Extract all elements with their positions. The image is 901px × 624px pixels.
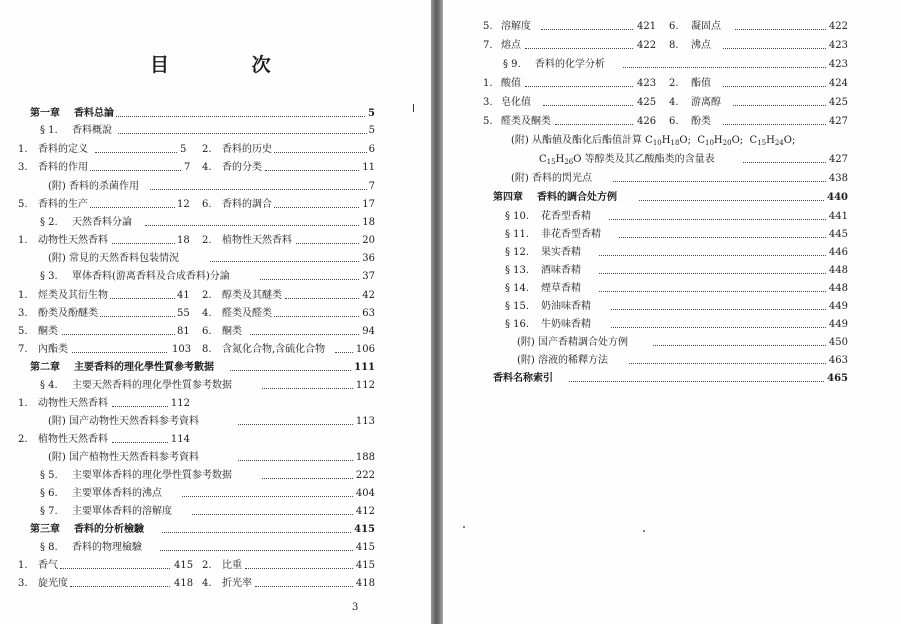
leader-dots [335, 343, 355, 353]
toc-label: 煙草香精 [541, 283, 581, 294]
leader-dots [609, 210, 846, 220]
toc-page: 421 [637, 21, 657, 32]
leader-dots [95, 143, 181, 153]
leader-dots [270, 143, 373, 153]
leader-dots [90, 198, 175, 208]
toc-label: 动物性天然香料 [38, 235, 108, 246]
toc-label: 游离醇 [691, 97, 721, 108]
toc-row [443, 336, 848, 350]
toc-number: 1. [18, 144, 28, 155]
page-number: 3 [352, 602, 359, 613]
toc-number: § 14. [505, 283, 530, 294]
toc-label: 主要天然香料的理化學性質参考数据 [72, 380, 232, 391]
toc-row-two-column [0, 325, 375, 339]
leader-dots [160, 541, 373, 551]
toc-number: 7. [18, 344, 28, 355]
leader-dots [72, 343, 167, 353]
toc-page: 426 [637, 116, 657, 127]
leader-dots [272, 307, 373, 317]
toc-number: 6. [202, 199, 212, 210]
toc-label: (附) 常見的天然香料包装情況 [48, 253, 179, 264]
toc-label: 香料的物理檢驗 [72, 542, 142, 553]
leader-dots [599, 264, 846, 274]
toc-page: 415 [355, 560, 375, 571]
toc-row-two-column [443, 96, 848, 110]
toc-label: 酮类 [38, 326, 58, 337]
toc-row-two-column [443, 39, 848, 53]
leader-dots [150, 180, 373, 190]
toc-number: 8. [669, 40, 679, 51]
toc-row [443, 264, 848, 278]
toc-number: § 13. [505, 265, 530, 276]
toc-row [0, 433, 200, 447]
toc-label: 香料的历史 [222, 144, 272, 155]
toc-label: (附) 国产香精調合处方例 [517, 337, 628, 348]
toc-row [0, 107, 375, 121]
toc-page: 41 [177, 290, 190, 301]
leader-dots [525, 39, 633, 49]
toc-page: 449 [828, 319, 848, 330]
toc-label: (附) 香料的閃光点 [511, 173, 592, 184]
toc-label: 果实香精 [541, 247, 581, 258]
toc-page: 446 [828, 247, 848, 258]
toc-page: 445 [828, 229, 848, 240]
toc-row [0, 451, 375, 465]
toc-number: § 7. [40, 506, 58, 517]
leader-dots [145, 216, 373, 226]
toc-label: 香料的調合处方例 [537, 192, 617, 203]
leader-dots [541, 20, 633, 30]
leader-dots [118, 124, 373, 134]
leader-dots [653, 336, 846, 346]
toc-page: 448 [828, 283, 848, 294]
toc-page: 112 [170, 398, 190, 409]
toc-number: 3. [18, 578, 28, 589]
toc-label: 熔点 [501, 40, 521, 51]
leader-dots [525, 77, 633, 87]
toc-label: 非花香型香精 [541, 229, 601, 240]
toc-number: 3. [18, 308, 28, 319]
leader-dots [100, 307, 175, 317]
toc-number: § 4. [40, 380, 58, 391]
toc-page: 415 [354, 524, 375, 535]
toc-page: 5 [368, 108, 375, 119]
toc-number: 第四章 [493, 192, 523, 203]
toc-number: 第二章 [30, 362, 60, 373]
toc-number: § 8. [40, 542, 58, 553]
toc-page: 20 [362, 235, 375, 246]
toc-page: 18 [362, 217, 375, 228]
toc-number: § 10. [505, 211, 530, 222]
toc-page: 7 [184, 162, 191, 173]
toc-page: 222 [355, 470, 375, 481]
leader-dots [265, 161, 373, 171]
toc-number: 7. [483, 40, 493, 51]
toc-number: 5. [18, 199, 28, 210]
leader-dots [555, 115, 633, 125]
toc-number: 1. [18, 290, 28, 301]
toc-label: 含氮化合物,含硫化合物 [222, 344, 326, 355]
toc-label: 香料的作用 [38, 162, 88, 173]
leader-dots [92, 107, 373, 117]
toc-page: 418 [355, 578, 375, 589]
toc-number: 6. [202, 326, 212, 337]
toc-label: 酒味香精 [541, 265, 581, 276]
leader-dots [543, 96, 633, 106]
leader-dots [611, 318, 846, 328]
toc-row-two-column [443, 20, 848, 34]
toc-page: 36 [362, 253, 375, 264]
toc-page: 106 [355, 344, 375, 355]
toc-page: 12 [177, 199, 190, 210]
leader-dots [162, 523, 373, 533]
toc-row [0, 415, 375, 429]
toc-row-two-column [443, 115, 848, 129]
toc-page: 113 [355, 416, 375, 427]
leader-dots [272, 198, 373, 208]
toc-page: 422 [637, 40, 657, 51]
toc-label: 香料的化学分析 [535, 59, 605, 70]
toc-number: § 6. [40, 488, 58, 499]
toc-label: $C_{15}H_{26}O$ 等醇类及其乙酸酯类的含量表 [539, 153, 717, 169]
toc-page: 427 [828, 116, 848, 127]
toc-page: 415 [355, 542, 375, 553]
toc-label: 凝固点 [691, 21, 721, 32]
toc-row [0, 523, 375, 537]
toc-label: 香料的分析檢驗 [74, 524, 144, 535]
toc-row-two-column [0, 343, 375, 357]
toc-label: 香的分类 [222, 162, 262, 173]
toc-number: 第一章 [30, 108, 60, 119]
toc-number: § 9. [503, 59, 521, 70]
leader-dots [599, 282, 846, 292]
toc-page: 103 [172, 344, 192, 355]
toc-row-two-column [0, 559, 375, 573]
toc-label: (附) 溶液的稀釋方法 [517, 355, 608, 366]
toc-number: § 2. [40, 217, 58, 228]
toc-page: 450 [828, 337, 848, 348]
toc-number: 8. [202, 344, 212, 355]
toc-page: 111 [354, 362, 375, 373]
toc-page: 112 [355, 380, 375, 391]
toc-label: 香料概說 [72, 125, 112, 136]
toc-number: 1. [18, 560, 28, 571]
toc-page: 441 [828, 211, 848, 222]
toc-page: 418 [174, 578, 194, 589]
toc-number: 2. [202, 144, 212, 155]
leader-dots [611, 300, 846, 310]
toc-row [0, 541, 375, 555]
leader-dots [613, 172, 846, 182]
left-page [0, 0, 431, 624]
toc-row [443, 210, 848, 224]
toc-number: 4. [202, 578, 212, 589]
leader-dots [210, 252, 373, 262]
leader-dots [639, 191, 846, 201]
toc-label: (附) 香料的杀菌作用 [48, 181, 139, 192]
toc-row [443, 246, 848, 260]
toc-number: § 12. [505, 247, 530, 258]
toc-number: 6. [669, 21, 679, 32]
print-speck [463, 526, 465, 528]
toc-number: 4. [202, 308, 212, 319]
leader-dots [182, 487, 373, 497]
leader-dots [192, 505, 373, 515]
toc-page: 427 [828, 154, 848, 165]
toc-row [443, 282, 848, 296]
toc-row [443, 58, 848, 72]
toc-row [0, 216, 375, 230]
toc-page: 423 [828, 40, 848, 51]
toc-row [443, 191, 848, 205]
toc-page: 448 [828, 265, 848, 276]
toc-number: 2. [669, 78, 679, 89]
toc-label: 烴类及其衍生物 [38, 290, 108, 301]
toc-label: 主要單体香料的理化學性質参考数据 [72, 470, 232, 481]
toc-page: 6 [368, 144, 375, 155]
toc-row [0, 124, 375, 138]
book-gutter [431, 0, 443, 624]
toc-label: 植物性天然香料 [38, 434, 108, 445]
toc-page: 440 [827, 192, 848, 203]
toc-page: 63 [362, 308, 375, 319]
toc-row-two-column [0, 198, 375, 212]
toc-label: 醛类及醛类 [222, 308, 272, 319]
toc-number: 5. [483, 116, 493, 127]
print-mark [413, 104, 414, 112]
toc-page: 188 [355, 452, 375, 463]
toc-page: 11 [362, 162, 375, 173]
toc-number: 2. [202, 560, 212, 571]
toc-page: 18 [177, 235, 190, 246]
leader-dots [112, 397, 168, 407]
right-page [443, 0, 901, 624]
toc-label: 香料总論 [74, 108, 114, 119]
toc-number: § 15. [505, 301, 530, 312]
toc-number: 2. [18, 434, 28, 445]
toc-number: 5. [483, 21, 493, 32]
toc-row [443, 318, 848, 332]
toc-row-two-column [0, 577, 375, 591]
toc-page: 424 [828, 78, 848, 89]
toc-number: § 11. [505, 229, 530, 240]
toc-label: 旋光度 [38, 578, 68, 589]
toc-label: 香气 [38, 560, 58, 571]
toc-label: (附) 国产动物性天然香料参考資料 [48, 416, 199, 427]
toc-row [0, 180, 375, 194]
toc-label: 牛奶味香精 [541, 319, 591, 330]
leader-dots [260, 270, 373, 280]
toc-label: 內酯类 [38, 344, 68, 355]
toc-page: 449 [828, 301, 848, 312]
leader-dots [238, 415, 373, 425]
toc-page: 7 [368, 181, 375, 192]
leader-dots [90, 161, 181, 171]
toc-label: 溶解度 [501, 21, 531, 32]
toc-row [0, 505, 375, 519]
toc-label: 香料的生产 [38, 199, 88, 210]
toc-label: 香料的定义 [38, 144, 88, 155]
toc-label: (附) 从酯値及酯化后酯值計算 $C_{10}H_{18}O$; $C_{10}H_{20}O$; $C_{15}H_{24}O$; [511, 134, 797, 150]
toc-label: 花香型香精 [541, 211, 591, 222]
toc-row [0, 361, 375, 375]
toc-row-two-column [0, 234, 375, 248]
toc-page: 425 [828, 97, 848, 108]
toc-label: 香料的調合 [222, 199, 272, 210]
toc-row [0, 379, 375, 393]
toc-label: 折光率 [222, 578, 252, 589]
toc-number: 3. [483, 97, 493, 108]
leader-dots [60, 559, 170, 569]
toc-page: 465 [827, 373, 848, 384]
toc-page: 422 [828, 21, 848, 32]
leader-dots [112, 433, 168, 443]
leader-dots [623, 58, 846, 68]
toc-number: 3. [18, 162, 28, 173]
toc-label: 沸点 [691, 40, 711, 51]
toc-page: 5 [180, 144, 187, 155]
toc-page: 42 [362, 290, 375, 301]
toc-row-two-column [0, 143, 375, 157]
toc-row [443, 172, 848, 186]
toc-page: 17 [362, 199, 375, 210]
toc-page: 423 [637, 78, 657, 89]
toc-number: § 3. [40, 271, 58, 282]
toc-row [443, 372, 848, 386]
toc-label: 皂化值 [501, 97, 531, 108]
toc-label: 酸值 [501, 78, 521, 89]
toc-row-two-column [443, 77, 848, 91]
toc-row [0, 397, 200, 411]
toc-page: 423 [828, 59, 848, 70]
leader-dots [238, 451, 373, 461]
toc-number: 4. [669, 97, 679, 108]
leader-dots [112, 234, 175, 244]
toc-number: 第三章 [30, 524, 60, 535]
toc-page: 425 [637, 97, 657, 108]
leader-dots [62, 325, 175, 335]
toc-number: 1. [18, 235, 28, 246]
toc-row [443, 354, 848, 368]
toc-label: 酚类 [691, 116, 711, 127]
toc-row-two-column [0, 289, 375, 303]
toc-page: 412 [355, 506, 375, 517]
toc-number: 2. [202, 290, 212, 301]
toc-label: 酯值 [691, 78, 711, 89]
toc-label: 酮类 [222, 326, 242, 337]
leader-dots [599, 246, 846, 256]
leader-dots [110, 289, 175, 299]
toc-row [0, 270, 375, 284]
toc-number: 2. [202, 235, 212, 246]
leader-dots [70, 577, 170, 587]
leader-dots [629, 354, 846, 364]
toc-page: 114 [170, 434, 190, 445]
toc-label: 奶油味香精 [541, 301, 591, 312]
page-title: 目 次 [150, 54, 309, 76]
toc-row-formula [443, 153, 848, 167]
toc-number: § 5. [40, 470, 58, 481]
toc-page: 5 [368, 125, 375, 136]
toc-number: 6. [669, 116, 679, 127]
toc-row [443, 300, 848, 314]
toc-row [0, 252, 375, 266]
toc-label: 主要單体香料的溶解度 [72, 506, 172, 517]
toc-page: 463 [828, 355, 848, 366]
leader-dots [569, 372, 846, 382]
toc-page: 94 [362, 326, 375, 337]
toc-number: 1. [483, 78, 493, 89]
toc-page: 415 [174, 560, 194, 571]
toc-number: 4. [202, 162, 212, 173]
toc-label: 比重 [222, 560, 242, 571]
toc-label: 醛类及酮类 [501, 116, 551, 127]
toc-number: § 16. [505, 319, 530, 330]
toc-label: 酚类及酚醚类 [38, 308, 98, 319]
toc-row [0, 469, 375, 483]
print-speck [643, 530, 645, 532]
toc-page: 37 [362, 271, 375, 282]
toc-row-two-column [0, 307, 375, 321]
toc-label: 天然香料分論 [72, 217, 132, 228]
toc-row [443, 228, 848, 242]
toc-page: 81 [177, 326, 190, 337]
toc-label: 醇类及其醚类 [222, 290, 282, 301]
toc-label: (附) 国产植物性天然香料参考資料 [48, 452, 199, 463]
toc-row-two-column [0, 161, 375, 175]
leader-dots [619, 228, 846, 238]
toc-label: 主要香料的理化學性質參考數据 [74, 362, 214, 373]
toc-label: 香料名称索引 [493, 373, 553, 384]
toc-number: § 1. [40, 125, 58, 136]
toc-label: 主要單体香料的沸点 [72, 488, 162, 499]
toc-label: 植物性天然香料 [222, 235, 292, 246]
toc-page: 55 [177, 308, 190, 319]
toc-number: 1. [18, 398, 28, 409]
toc-row [0, 487, 375, 501]
toc-row-formula [443, 134, 848, 148]
toc-label: 动物性天然香料 [38, 398, 108, 409]
toc-page: 438 [828, 173, 848, 184]
toc-page: 404 [355, 488, 375, 499]
toc-number: 5. [18, 326, 28, 337]
toc-label: 單体香料(游离香料及合成香料)分論 [72, 271, 230, 282]
leader-dots [250, 325, 373, 335]
